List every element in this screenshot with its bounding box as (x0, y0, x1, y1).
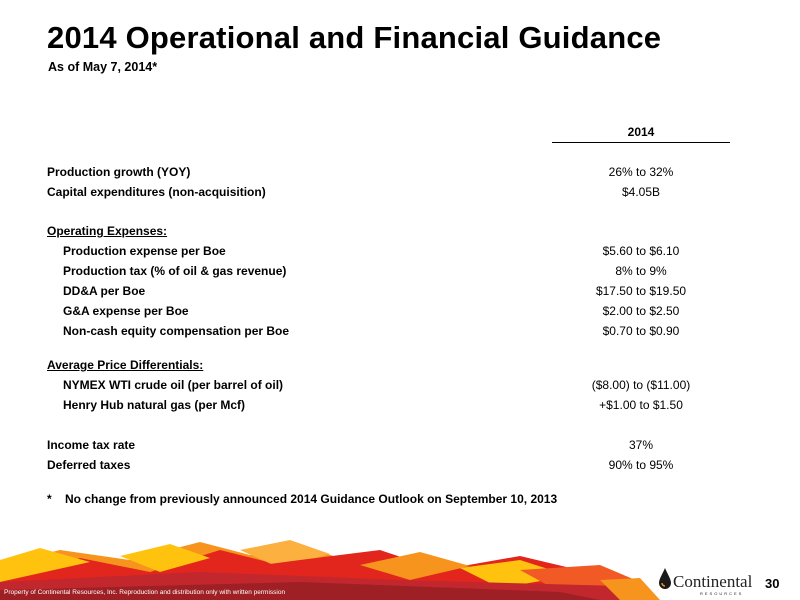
company-logo-subtext: RESOURCES (700, 591, 744, 596)
row-label: Production tax (% of oil & gas revenue) (63, 264, 287, 278)
table-row-deferred-taxes (0, 458, 800, 477)
row-label: Production expense per Boe (63, 244, 226, 258)
column-header-2014: 2014 (552, 125, 730, 143)
row-label: Henry Hub natural gas (per Mcf) (63, 398, 246, 412)
copyright-notice: Property of Continental Resources, Inc. Reproduction and distribution only with written permission (4, 589, 286, 596)
row-label: DD&A per Boe (63, 284, 146, 298)
section-heading-price-differentials (0, 358, 800, 377)
section-heading-operating-expenses (0, 224, 800, 243)
row-value: +$1.00 to $1.50 (599, 398, 683, 412)
row-value: $5.60 to $6.10 (602, 244, 680, 258)
row-label: Deferred taxes (47, 458, 131, 472)
footnote (47, 492, 557, 506)
table-row-ga-expense (0, 304, 800, 323)
row-label: NYMEX WTI crude oil (per barrel of oil) (63, 378, 284, 392)
footnote-text: No change from previously announced 2014 Guidance Outlook on September 10, 2013 (65, 492, 558, 506)
table-row-production-expense (0, 244, 800, 263)
row-label: Production growth (YOY) (47, 165, 191, 179)
table-row-dda (0, 284, 800, 303)
table-row-production-tax (0, 264, 800, 283)
page-title: 2014 Operational and Financial Guidance (47, 20, 662, 55)
table-row-nymex-wti (0, 378, 800, 397)
row-value: $4.05B (621, 185, 661, 199)
table-row-income-tax-rate (0, 438, 800, 457)
page-number: 30 (765, 576, 780, 591)
row-value: 8% to 9% (615, 264, 667, 278)
row-value: 26% to 32% (608, 165, 674, 179)
oil-drop-logo-icon (657, 567, 673, 591)
section-label: Average Price Differentials: (47, 358, 204, 372)
row-label: G&A expense per Boe (63, 304, 189, 318)
row-value: $2.00 to $2.50 (602, 304, 680, 318)
row-value: ($8.00) to ($11.00) (591, 378, 691, 392)
row-label: Non-cash equity compensation per Boe (63, 324, 290, 338)
table-row-non-cash-equity (0, 324, 800, 343)
footnote-marker: * (47, 492, 52, 506)
page-subtitle: As of May 7, 2014* (48, 60, 158, 74)
company-logo-text: Continental (673, 572, 753, 591)
table-row-henry-hub (0, 398, 800, 417)
section-label: Operating Expenses: (47, 224, 168, 238)
row-label: Capital expenditures (non-acquisition) (47, 185, 266, 199)
row-value: 90% to 95% (608, 458, 674, 472)
table-row-production-growth (0, 165, 800, 184)
row-value: 37% (628, 438, 654, 452)
row-value: $0.70 to $0.90 (602, 324, 680, 338)
row-value: $17.50 to $19.50 (595, 284, 687, 298)
row-label: Income tax rate (47, 438, 136, 452)
table-row-capex (0, 185, 800, 204)
